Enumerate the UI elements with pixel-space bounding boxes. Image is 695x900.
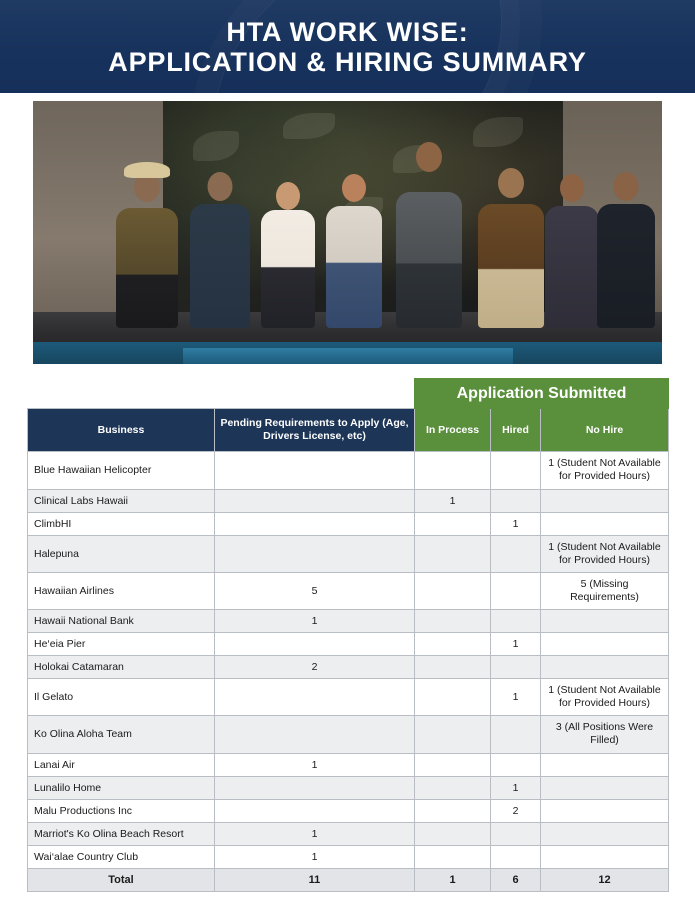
- column-header-in-process: In Process: [415, 409, 491, 452]
- photo-person: [473, 174, 549, 328]
- table-row: [28, 716, 669, 753]
- table-total-row: [28, 868, 669, 891]
- cell-business: Holokai Catamaran: [28, 656, 215, 679]
- cell-hired: 2: [491, 799, 541, 822]
- cell-in-process: [415, 633, 491, 656]
- cell-business: Hawaii National Bank: [28, 610, 215, 633]
- table-row: [28, 489, 669, 512]
- table-row: [28, 753, 669, 776]
- table-row: [28, 656, 669, 679]
- cell-business: He‘eia Pier: [28, 633, 215, 656]
- table-row: [28, 572, 669, 609]
- cell-in-process: [415, 656, 491, 679]
- backdrop-leaf-icon: [193, 131, 239, 161]
- summary-table-container: [27, 378, 668, 892]
- cell-in-process: [415, 776, 491, 799]
- cell-hired: [491, 845, 541, 868]
- photo-person: [185, 176, 255, 328]
- cell-no-hire: [541, 656, 669, 679]
- photo-person: [321, 178, 387, 328]
- cell-hired: [491, 753, 541, 776]
- cell-business: Blue Hawaiian Helicopter: [28, 452, 215, 489]
- cell-no-hire: 1 (Student Not Available for Provided Hours): [541, 452, 669, 489]
- cell-in-process: [415, 753, 491, 776]
- cell-pending: 1: [215, 822, 415, 845]
- cell-business: Lunalilo Home: [28, 776, 215, 799]
- total-in-process: 1: [415, 868, 491, 891]
- cell-business: Ko Olina Aloha Team: [28, 716, 215, 753]
- total-no-hire: 12: [541, 868, 669, 891]
- table-head: [28, 379, 669, 452]
- header-banner-inner: [0, 0, 695, 77]
- table-body: [28, 452, 669, 891]
- cell-business: Halepuna: [28, 535, 215, 572]
- cell-pending: [215, 633, 415, 656]
- cell-pending: [215, 716, 415, 753]
- cell-business: Hawaiian Airlines: [28, 572, 215, 609]
- table-row: [28, 610, 669, 633]
- cell-no-hire: [541, 776, 669, 799]
- cell-hired: [491, 716, 541, 753]
- cell-pending: [215, 679, 415, 716]
- cell-no-hire: [541, 753, 669, 776]
- table-row: [28, 776, 669, 799]
- column-header-no-hire: No Hire: [541, 409, 669, 452]
- table-row: [28, 679, 669, 716]
- cell-business: ClimbHI: [28, 512, 215, 535]
- cell-business: Malu Productions Inc: [28, 799, 215, 822]
- spacer-cell: [215, 379, 415, 409]
- photo-person: [111, 178, 183, 328]
- spacer-cell: [28, 379, 215, 409]
- cell-hired: [491, 535, 541, 572]
- cell-hired: [491, 822, 541, 845]
- backdrop-leaf-icon: [473, 117, 523, 147]
- cell-pending: [215, 535, 415, 572]
- cell-pending: 1: [215, 610, 415, 633]
- cell-hired: [491, 572, 541, 609]
- cell-hired: [491, 610, 541, 633]
- photo-person: [391, 160, 467, 328]
- cell-pending: 5: [215, 572, 415, 609]
- cell-no-hire: [541, 489, 669, 512]
- photo-person: [255, 182, 321, 328]
- cell-pending: 1: [215, 845, 415, 868]
- cell-in-process: [415, 845, 491, 868]
- cell-no-hire: [541, 799, 669, 822]
- table-column-header-row: [28, 409, 669, 452]
- total-pending: 11: [215, 868, 415, 891]
- cell-business: Clinical Labs Hawaii: [28, 489, 215, 512]
- cell-no-hire: [541, 610, 669, 633]
- cell-in-process: [415, 512, 491, 535]
- cell-business: Lanai Air: [28, 753, 215, 776]
- cell-no-hire: [541, 512, 669, 535]
- cell-no-hire: [541, 845, 669, 868]
- table-row: [28, 845, 669, 868]
- cell-pending: [215, 799, 415, 822]
- table-row: [28, 535, 669, 572]
- cell-hired: [491, 452, 541, 489]
- column-header-business: Business: [28, 409, 215, 452]
- column-header-pending-requirements: Pending Requirements to Apply (Age, Drivers License, etc): [215, 409, 415, 452]
- cell-hired: [491, 489, 541, 512]
- application-hiring-summary-table: [27, 378, 669, 892]
- cell-in-process: [415, 610, 491, 633]
- cell-in-process: [415, 716, 491, 753]
- cell-no-hire: [541, 822, 669, 845]
- photo-table-cloth-front: [183, 348, 513, 364]
- cell-no-hire: [541, 633, 669, 656]
- cell-hired: 1: [491, 633, 541, 656]
- page-title-line-2: APPLICATION & HIRING SUMMARY: [108, 47, 587, 78]
- cell-no-hire: 3 (All Positions Were Filled): [541, 716, 669, 753]
- total-hired: 6: [491, 868, 541, 891]
- table-row: [28, 512, 669, 535]
- page-title-line-1: HTA WORK WISE:: [226, 17, 469, 47]
- table-row: [28, 822, 669, 845]
- cell-hired: 1: [491, 679, 541, 716]
- cell-business: Wai‘alae Country Club: [28, 845, 215, 868]
- group-photo-image: [33, 101, 662, 364]
- cell-pending: [215, 776, 415, 799]
- table-row: [28, 799, 669, 822]
- cell-no-hire: 1 (Student Not Available for Provided Hours): [541, 535, 669, 572]
- cell-in-process: [415, 679, 491, 716]
- cell-no-hire: 1 (Student Not Available for Provided Hours): [541, 679, 669, 716]
- cell-in-process: [415, 572, 491, 609]
- cell-in-process: [415, 799, 491, 822]
- cell-pending: 2: [215, 656, 415, 679]
- cell-in-process: [415, 822, 491, 845]
- cell-pending: 1: [215, 753, 415, 776]
- header-banner: [0, 0, 695, 93]
- cell-business: Il Gelato: [28, 679, 215, 716]
- cell-no-hire: 5 (Missing Requirements): [541, 572, 669, 609]
- cell-pending: [215, 489, 415, 512]
- column-header-hired: Hired: [491, 409, 541, 452]
- cell-in-process: [415, 535, 491, 572]
- total-label: Total: [28, 868, 215, 891]
- cell-hired: [491, 656, 541, 679]
- application-submitted-group-header: Application Submitted: [415, 379, 669, 409]
- group-photo: [33, 101, 662, 364]
- backdrop-leaf-icon: [283, 113, 335, 139]
- cell-pending: [215, 512, 415, 535]
- cell-in-process: [415, 452, 491, 489]
- cell-in-process: 1: [415, 489, 491, 512]
- photo-person: [593, 176, 659, 328]
- cell-hired: 1: [491, 512, 541, 535]
- cell-business: Marriot's Ko Olina Beach Resort: [28, 822, 215, 845]
- page-bottom-spacer: [0, 892, 695, 900]
- cell-pending: [215, 452, 415, 489]
- table-group-header-row: [28, 379, 669, 409]
- table-row: [28, 452, 669, 489]
- table-row: [28, 633, 669, 656]
- cell-hired: 1: [491, 776, 541, 799]
